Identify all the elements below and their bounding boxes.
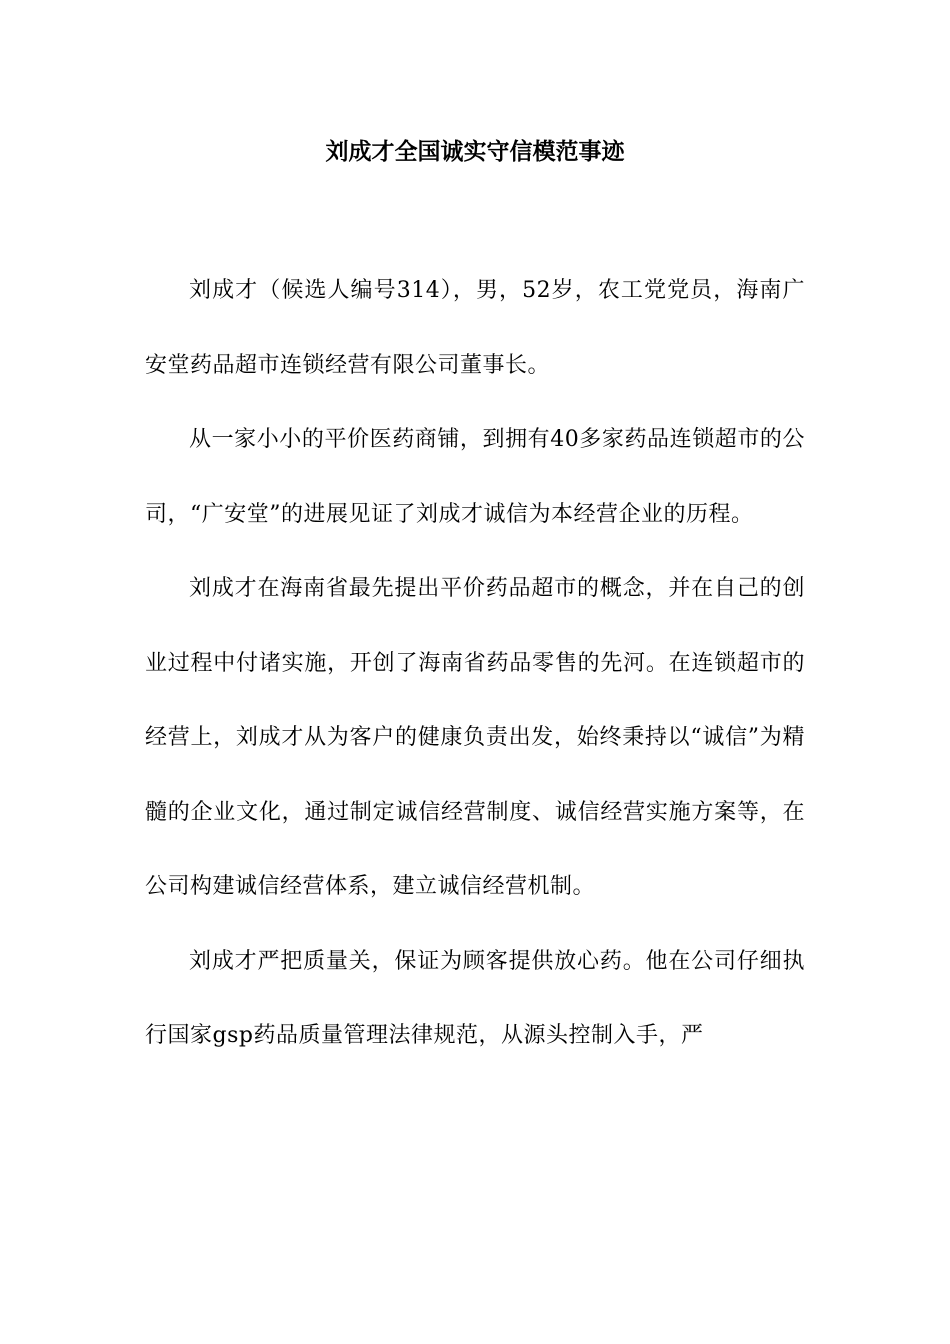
document-body	[145, 254, 805, 1074]
paragraph-history: 从一家小小的平价医药商铺，到拥有40多家药品连锁超市的公司，“广安堂”的进展见证了刘成才诚信为本经营企业的历程。	[145, 427, 805, 527]
paragraph-quality: 刘成才严把质量关，保证为顾客提供放心药。他在公司仔细执行国家gsp药品质量管理法律规范，从源头控制入手，严	[145, 948, 805, 1048]
paragraph-intro: 刘成才（候选人编号314），男，52岁，农工党党员，海南广安堂药品超市连锁经营有限公司董事长。	[145, 278, 805, 378]
document-title: 刘成才全国诚实守信模范事迹	[325, 139, 625, 165]
paragraph-concept: 刘成才在海南省最先提出平价药品超市的概念，并在自己的创业过程中付诸实施，开创了海南省药品零售的先河。在连锁超市的经营上，刘成才从为客户的健康负责出发，始终秉持以“诚信”为精髓的企业文化，通过制定诚信经营制度、诚信经营实施方案等，在公司构建诚信经营体系，建立诚信经营机制。	[145, 576, 805, 899]
